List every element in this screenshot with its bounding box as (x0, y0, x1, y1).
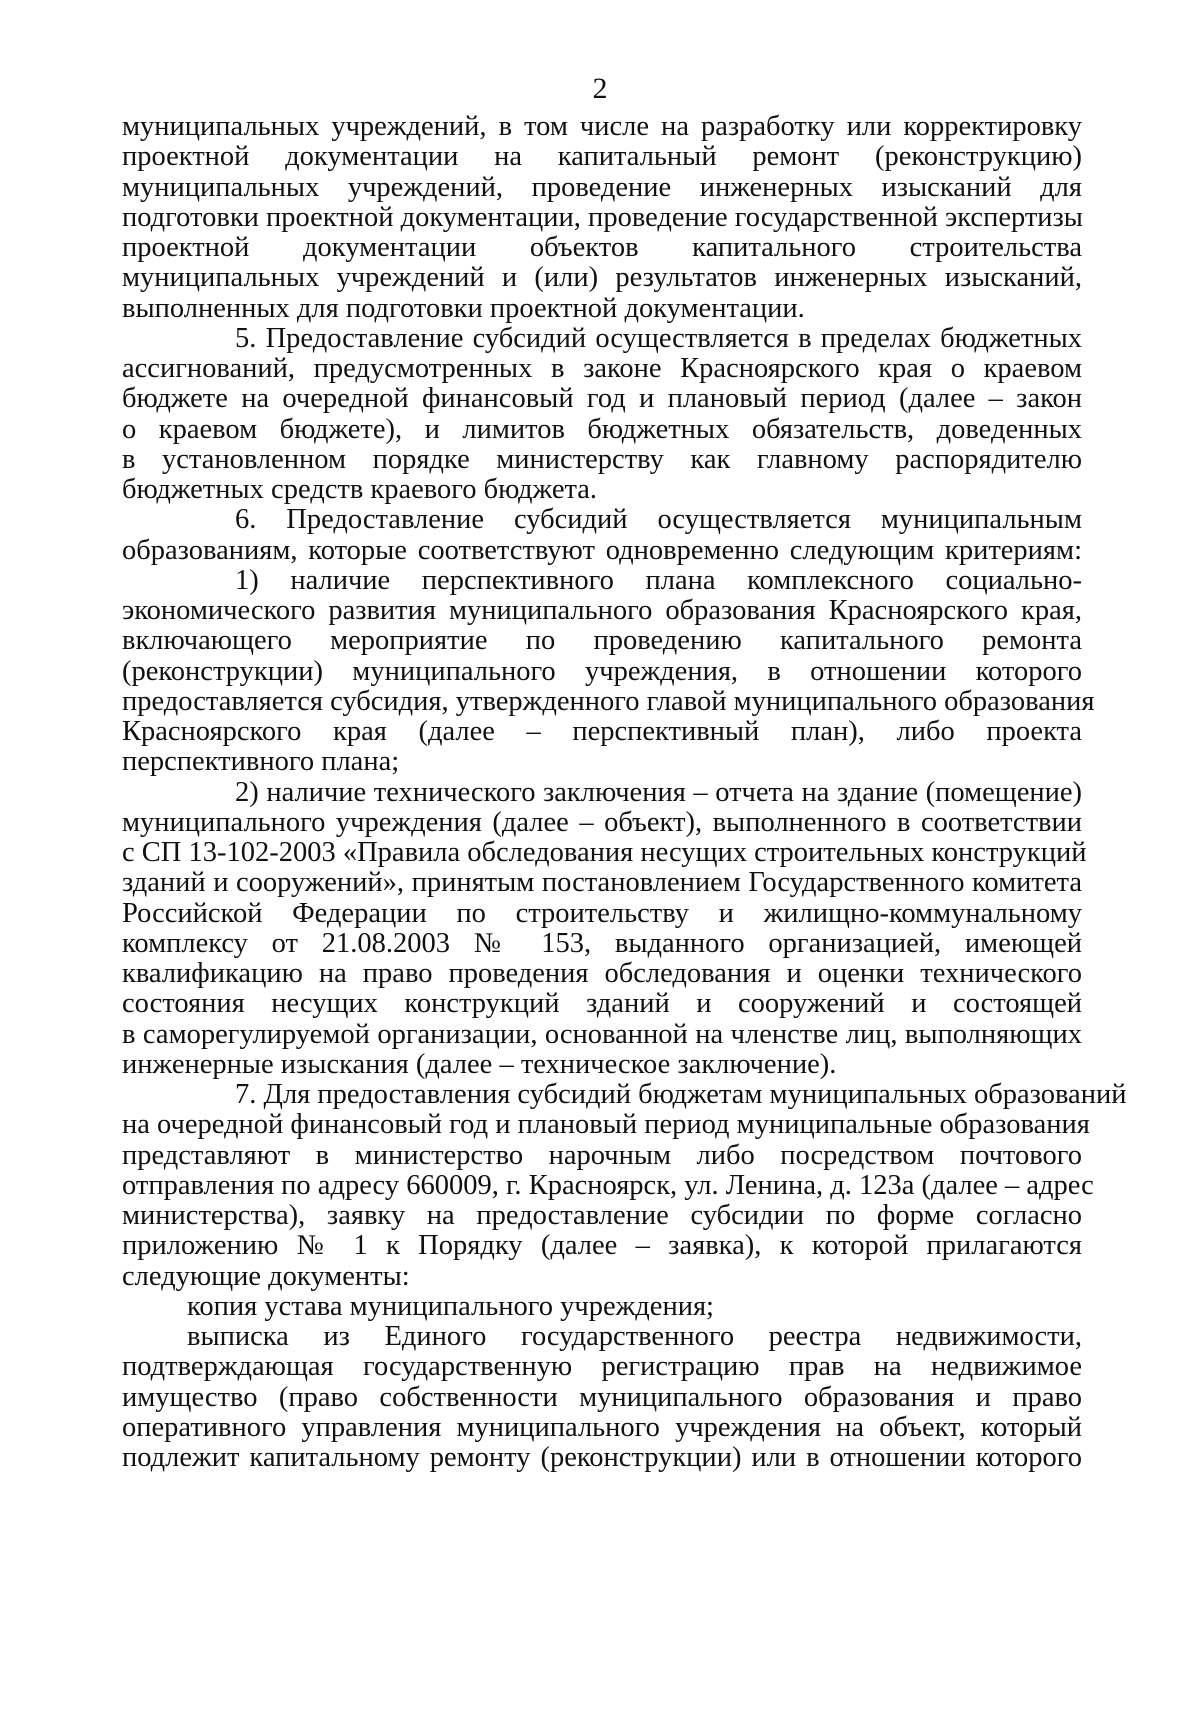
text-line: образованиям, которые соответствуют одновременно следующим критериям: (122, 534, 1082, 566)
text-line: 6. Предоставление субсидий осуществляется муниципальным (235, 504, 1082, 536)
text-line: предоставляется субсидия, утвержденного главой муниципального образования (122, 685, 1095, 717)
text-line: бюджете на очередной финансовый год и плановый период (далее – закон (122, 383, 1082, 415)
text-line: оперативного управления муниципального учреждения на объект, который (122, 1411, 1082, 1443)
text-line: выполненных для подготовки проектной документации. (122, 292, 805, 324)
text-line: 2) наличие технического заключения – отчета на здание (помещение) (235, 776, 1082, 808)
text-line: ассигнований, предусмотренных в законе Красноярского края о краевом (122, 353, 1082, 384)
text-line: приложению № 1 к Порядку (далее – заявка), к которой прилагаются (122, 1230, 1082, 1262)
text-line: в саморегулируемой организации, основанной на членстве лиц, выполняющих (122, 1018, 1082, 1050)
document-body (122, 111, 1127, 1473)
page-number: 2 (592, 72, 608, 105)
text-line: перспективного плана; (122, 746, 400, 778)
text-line: проектной документации объектов капитального строительства (122, 232, 1082, 263)
text-line: включающего мероприятие по проведению капитального ремонта (122, 625, 1082, 657)
text-line: муниципального учреждения (далее – объект), выполненного в соответствии (122, 806, 1082, 838)
text-line: копия устава муниципального учреждения; (187, 1290, 714, 1322)
text-line: в установленном порядке министерству как главному распорядителю (122, 443, 1082, 475)
text-line: бюджетных средств краевого бюджета. (122, 474, 598, 505)
text-line: на очередной финансовый год и плановый период муниципальные образования (122, 1109, 1090, 1141)
text-line: следующие документы: (122, 1260, 410, 1292)
text-line: состояния несущих конструкций зданий и сооружений и состоящей (122, 988, 1082, 1020)
text-line: муниципальных учреждений, в том числе на разработку или корректировку (122, 111, 1082, 142)
text-line: Красноярского края (далее – перспективный план), либо проекта (122, 716, 1082, 747)
text-line: муниципальных учреждений и (или) результатов инженерных изысканий, (122, 262, 1082, 294)
text-line: выписка из Единого государственного реестра недвижимости, (187, 1321, 1082, 1352)
text-line: 5. Предоставление субсидий осуществляется в пределах бюджетных (235, 322, 1082, 354)
text-line: зданий и сооружений», принятым постановлением Государственного комитета (122, 867, 1082, 899)
text-line: отправления по адресу 660009, г. Красноярск, ул. Ленина, д. 123а (далее – адрес (122, 1169, 1094, 1201)
text-line: (реконструкции) муниципального учреждения, в отношении которого (122, 655, 1082, 687)
text-line: имущество (право собственности муниципального образования и право (122, 1381, 1082, 1413)
text-line: 1) наличие перспективного плана комплексного социально- (235, 564, 1082, 596)
text-line: подлежит капитальному ремонту (реконструкции) или в отношении которого (122, 1442, 1082, 1473)
text-line: Российской Федерации по строительству и жилищно-коммунальному (122, 897, 1082, 929)
text-line: представляют в министерство нарочным либо посредством почтового (122, 1139, 1082, 1171)
text-line: о краевом бюджете), и лимитов бюджетных обязательств, доведенных (122, 413, 1082, 445)
text-line: комплексу от 21.08.2003 № 153, выданного организацией, имеющей (122, 927, 1082, 959)
text-line: проектной документации на капитальный ремонт (реконструкцию) (122, 141, 1082, 173)
text-line: квалификацию на право проведения обследования и оценки технического (122, 958, 1082, 989)
text-line: с СП 13-102-2003 «Правила обследования несущих строительных конструкций (122, 837, 1087, 868)
text-line: 7. Для предоставления субсидий бюджетам муниципальных образований (235, 1079, 1127, 1110)
text-line: экономического развития муниципального образования Красноярского края, (122, 595, 1082, 626)
text-line: подготовки проектной документации, проведение государственной экспертизы (122, 201, 1083, 233)
text-line: инженерные изыскания (далее – техническое заключение). (122, 1048, 837, 1080)
text-line: министерства), заявку на предоставление субсидии по форме согласно (122, 1200, 1082, 1231)
text-line: подтверждающая государственную регистрацию прав на недвижимое (122, 1351, 1082, 1383)
text-line: муниципальных учреждений, проведение инженерных изысканий для (122, 171, 1082, 203)
